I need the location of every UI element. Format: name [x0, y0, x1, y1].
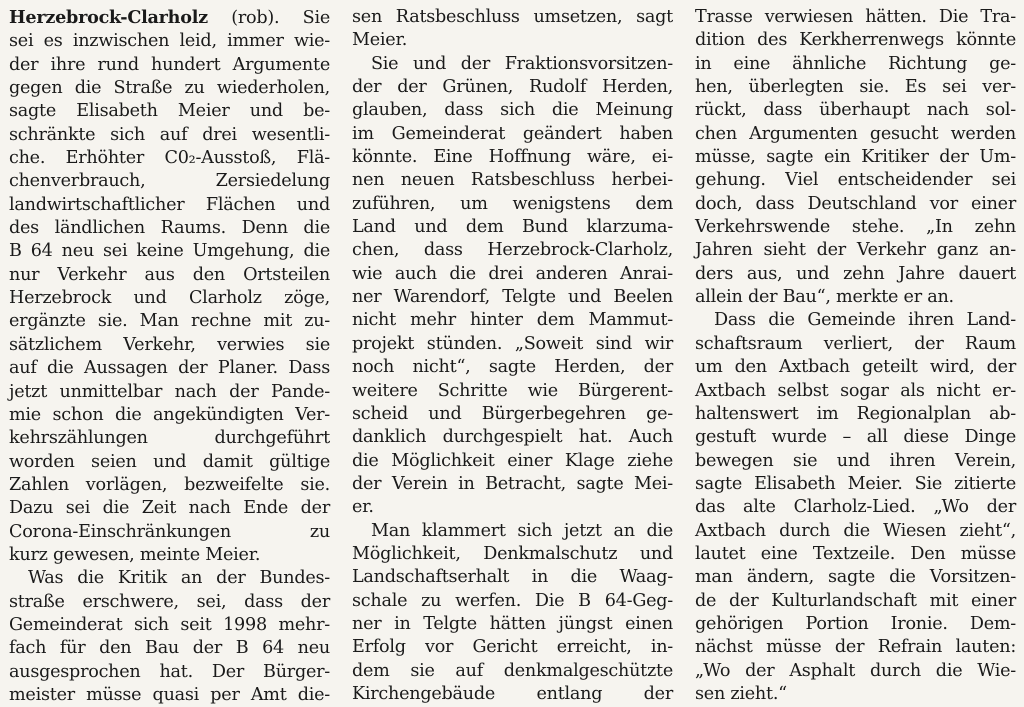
text-line: „Wo der Asphalt durch die Wie-: [695, 660, 1016, 681]
text-line: mie schon die angekündigten Ver-: [9, 404, 330, 425]
text-line: Herzebrock und Clarholz zöge,: [9, 288, 330, 309]
text-line: sen zieht.“: [695, 683, 787, 704]
text-line: che. Erhöhter C0₂-Ausstoß, Flä-: [9, 148, 330, 169]
text-line: sei es inzwischen leid, immer wie-: [9, 31, 330, 52]
text-line: Man klammert sich jetzt an die: [371, 520, 673, 541]
text-line: glauben, dass sich die Meinung: [352, 100, 673, 121]
text-line: jetzt unmittelbar nach der Pande-: [9, 381, 330, 402]
text-line: de der Kulturlandschaft mit einer: [695, 590, 1016, 611]
article-columns: [9, 6, 1016, 707]
text-line: bewegen sie und ihren Verein,: [695, 450, 1016, 471]
text-line: scheid und Bürgerbegehren ge-: [352, 403, 673, 424]
text-line: haltenswert im Regionalplan ab-: [695, 403, 1016, 424]
text-line: wie auch die drei anderen Anrai-: [352, 263, 673, 284]
text-line: Kirchengebäude entlang der: [352, 683, 673, 704]
text-line: Corona-Einschränkungen zu: [9, 521, 330, 542]
text-line: im Gemeinderat geändert haben: [352, 123, 673, 144]
text-line: zuführen, um wenigstens dem: [352, 193, 673, 214]
text-line: gehung. Viel entscheidender sei: [695, 170, 1016, 191]
text-line: Meier.: [352, 30, 408, 51]
text-line: Was die Kritik an der Bundes-: [28, 568, 330, 589]
text-line: könnte. Eine Hoffnung wäre, ei-: [352, 147, 673, 168]
text-line: Axtbach durch die Wiesen zieht“,: [695, 520, 1016, 541]
text-line: man ändern, sagte die Vorsitzen-: [695, 567, 1016, 588]
text-line: gegen die Straße zu wiederholen,: [9, 78, 330, 99]
text-line: ergänzte sie. Man rechne mit zu-: [9, 311, 330, 332]
text-line: nächst müsse der Refrain lauten:: [695, 637, 1016, 658]
text-line: Möglichkeit, Denkmalschutz und: [352, 543, 673, 564]
text-line: Verkehrswende stehe. „In zehn: [695, 217, 1016, 238]
text-line: gehörigen Portion Ironie. Dem-: [695, 613, 1016, 634]
text-line: sagte Elisabeth Meier. Sie zitierte: [695, 473, 1016, 494]
text-line: das alte Clarholz-Lied. „Wo der: [695, 497, 1016, 518]
text-line: weitere Schritte wie Bürgerent-: [352, 380, 673, 401]
text-line: Land und dem Bund klarzuma-: [352, 217, 673, 238]
text-line: allein der Bau“, merkte er an.: [695, 287, 954, 308]
dateline: Herzebrock-Clarholz: [9, 7, 208, 28]
text-line: auf die Aussagen der Planer. Dass: [9, 358, 330, 379]
text-line: des ländlichen Raums. Denn die: [9, 218, 330, 239]
article-column-2: [352, 6, 673, 707]
text-line: chen Argumenten gesucht werden: [695, 123, 1016, 144]
text-line: sen Ratsbeschluss umsetzen, sagt: [352, 7, 673, 27]
text-line: fach für den Bau der B 64 neu: [9, 638, 330, 659]
text-line: schränkte sich auf drei wesentli-: [9, 124, 330, 145]
text-line: landwirtschaftlicher Flächen und: [9, 194, 330, 215]
text-line: ausgesprochen hat. Der Bürger-: [9, 661, 330, 682]
text-line: Sie und der Fraktionsvorsitzen-: [371, 53, 673, 74]
text-line: chen, dass Herzebrock-Clarholz,: [352, 240, 673, 261]
text-line: müsse, sagte ein Kritiker der Um-: [695, 147, 1016, 168]
text-line: chenverbrauch, Zersiedelung: [9, 171, 330, 192]
text-line: rückt, dass überhaupt nach sol-: [695, 100, 1016, 121]
text-line: nen neuen Ratsbeschluss herbei-: [352, 170, 673, 191]
text-line: ders aus, und zehn Jahre dauert: [695, 263, 1016, 284]
text-line: projekt stünden. „Soweit sind wir: [352, 333, 673, 354]
text-line: schaftsraum verliert, der Raum: [695, 333, 1016, 354]
text-line: noch nicht“, sagte Herden, der: [352, 357, 673, 378]
text-line: danklich durchgespielt hat. Auch: [352, 427, 673, 448]
article-column-1: [9, 6, 330, 707]
text-line: Zahlen vorlägen, bezweifelte sie.: [9, 474, 330, 495]
text-line: dem sie auf denkmalgeschützte: [352, 660, 673, 681]
text-line: ner in Telgte hätten jüngst einen: [352, 613, 673, 634]
text-line: doch, dass Deutschland vor einer: [695, 193, 1016, 214]
text-line: schale zu werfen. Die B 64-Geg-: [352, 590, 673, 611]
text-line: Gemeinderat sich seit 1998 mehr-: [9, 614, 330, 635]
text-line: meister müsse quasi per Amt die-: [9, 684, 330, 705]
text-line: kurz gewesen, meinte Meier.: [9, 544, 261, 565]
text-line: sagte Elisabeth Meier und be-: [9, 101, 330, 122]
text-line: Landschaftserhalt in die Waag-: [352, 567, 673, 588]
text-line: der der Grünen, Rudolf Herden,: [352, 77, 673, 98]
text-line: der Verein in Betracht, sagte Mei-: [352, 473, 673, 494]
text-line: um den Axtbach geteilt wird, der: [695, 357, 1016, 378]
text-line: in eine ähnliche Richtung ge-: [695, 53, 1016, 74]
text-line: der ihre rund hundert Argumente: [9, 54, 330, 75]
text-line: straße erschwere, sei, dass der: [9, 591, 330, 612]
text-line-content: (rob). Sie: [207, 8, 330, 28]
text-line: B 64 neu sei keine Umgehung, die: [9, 241, 330, 262]
text-line: Axtbach selbst sogar als nicht er-: [695, 380, 1016, 401]
text-line: lautet eine Textzeile. Den müsse: [695, 543, 1016, 564]
text-line: kehrszählungen durchgeführt: [9, 428, 330, 449]
text-line: nur Verkehr aus den Ortsteilen: [9, 264, 330, 285]
text-line: Erfolg vor Gericht erreicht, in-: [352, 637, 673, 658]
text-line: er.: [352, 497, 374, 518]
text-line: dition des Kerkherrenwegs könnte: [695, 30, 1016, 51]
text-line: gestuft wurde – all diese Dinge: [695, 427, 1016, 448]
text-line: Dass die Gemeinde ihren Land-: [714, 310, 1016, 331]
text-line: nicht mehr hinter dem Mammut-: [352, 310, 673, 331]
text-line: worden seien und damit gültige: [9, 451, 330, 472]
text-line: Dazu sei die Zeit nach Ende der: [9, 498, 330, 519]
text-line: sätzlichem Verkehr, verwies sie: [9, 334, 330, 355]
text-line: Jahren sieht der Verkehr ganz an-: [695, 240, 1016, 261]
text-line: ner Warendorf, Telgte und Beelen: [352, 287, 673, 308]
text-line: [9, 6, 330, 30]
text-line: die Möglichkeit einer Klage ziehe: [352, 450, 673, 471]
text-line: hen, überlegten sie. Es sei ver-: [695, 77, 1016, 98]
article-column-3: [695, 6, 1016, 707]
text-line: Trasse verwiesen hätten. Die Tra-: [695, 7, 1016, 27]
